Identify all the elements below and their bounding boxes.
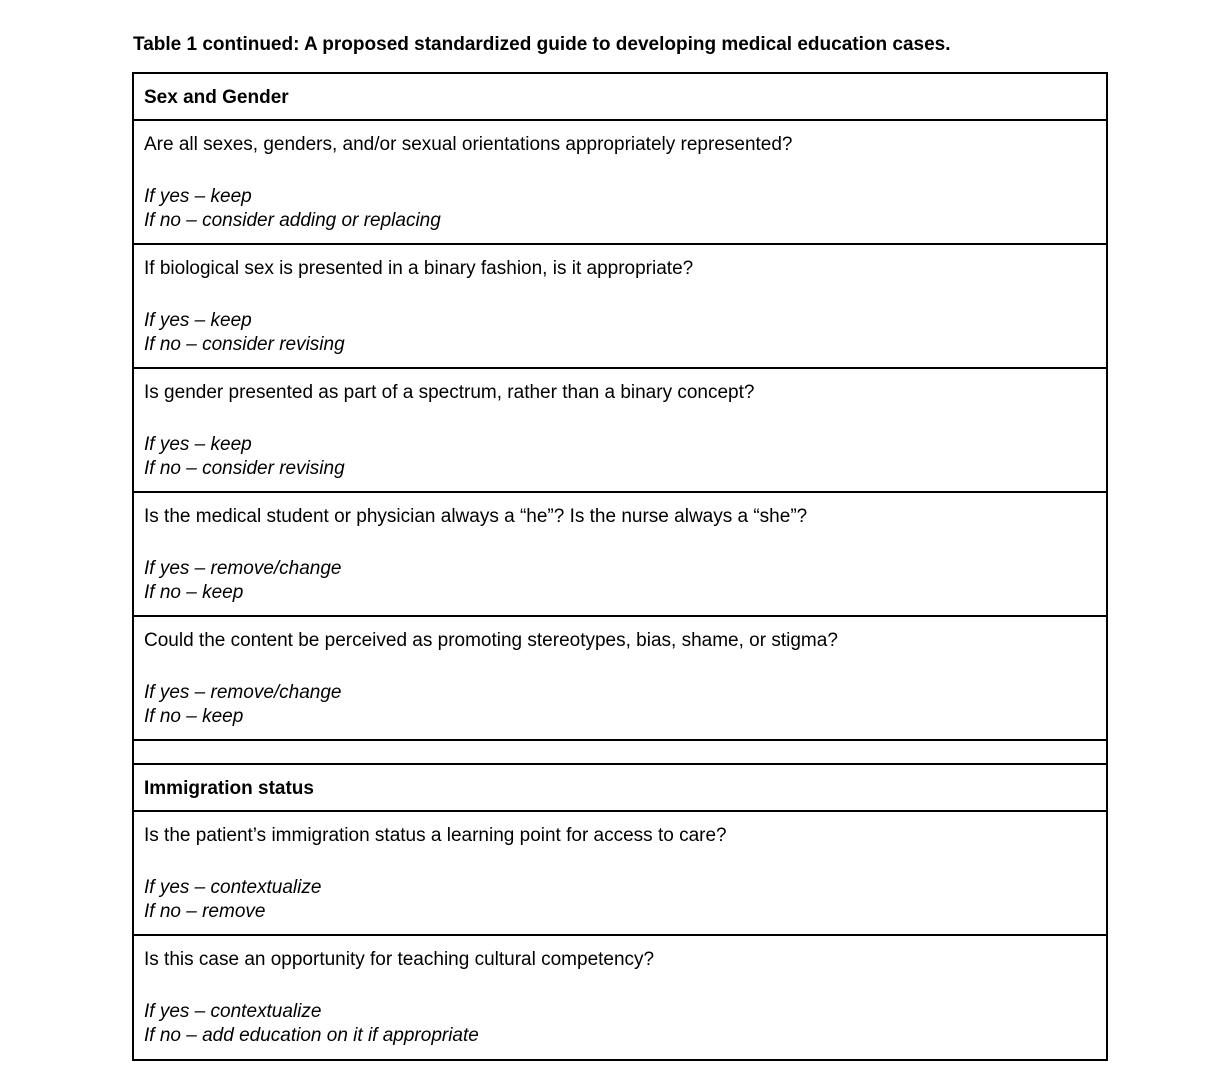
answer-if-yes: If yes – keep (144, 434, 252, 455)
answer-if-yes: If yes – remove/change (144, 558, 342, 579)
question-text: Is this case an opportunity for teaching cultural competency? (144, 949, 655, 970)
question-row (134, 617, 1106, 741)
table-caption: Table 1 continued: A proposed standardized guide to developing medical education cases. (133, 34, 951, 55)
question-text: If biological sex is presented in a binary fashion, is it appropriate? (144, 258, 694, 279)
question-text: Is gender presented as part of a spectrum, rather than a binary concept? (144, 382, 755, 403)
answer-if-no: If no – consider adding or replacing (144, 210, 441, 231)
answer-if-yes: If yes – remove/change (144, 682, 342, 703)
question-row (134, 121, 1106, 245)
answer-if-yes: If yes – contextualize (144, 877, 322, 898)
question-text: Is the medical student or physician always a “he”? Is the nurse always a “she”? (144, 506, 808, 527)
question-row (134, 493, 1106, 617)
answer-if-yes: If yes – contextualize (144, 1001, 322, 1022)
question-text: Are all sexes, genders, and/or sexual orientations appropriately represented? (144, 134, 793, 155)
answer-if-yes: If yes – keep (144, 310, 252, 331)
section-header-sex-gender: Sex and Gender (134, 74, 1106, 121)
answer-if-no: If no – consider revising (144, 458, 345, 479)
guide-table (132, 72, 1108, 1061)
question-text: Is the patient’s immigration status a learning point for access to care? (144, 825, 727, 846)
question-row (134, 369, 1106, 493)
answer-if-no: If no – keep (144, 582, 244, 603)
question-row (134, 936, 1106, 1061)
empty-spacer-row (134, 741, 1106, 765)
answer-if-no: If no – remove (144, 901, 266, 922)
question-row (134, 245, 1106, 369)
answer-if-no: If no – keep (144, 706, 244, 727)
answer-if-no: If no – add education on it if appropriate (144, 1025, 479, 1046)
section-header-immigration: Immigration status (134, 765, 1106, 812)
question-row (134, 812, 1106, 936)
answer-if-yes: If yes – keep (144, 186, 252, 207)
question-text: Could the content be perceived as promoting stereotypes, bias, shame, or stigma? (144, 630, 838, 651)
answer-if-no: If no – consider revising (144, 334, 345, 355)
